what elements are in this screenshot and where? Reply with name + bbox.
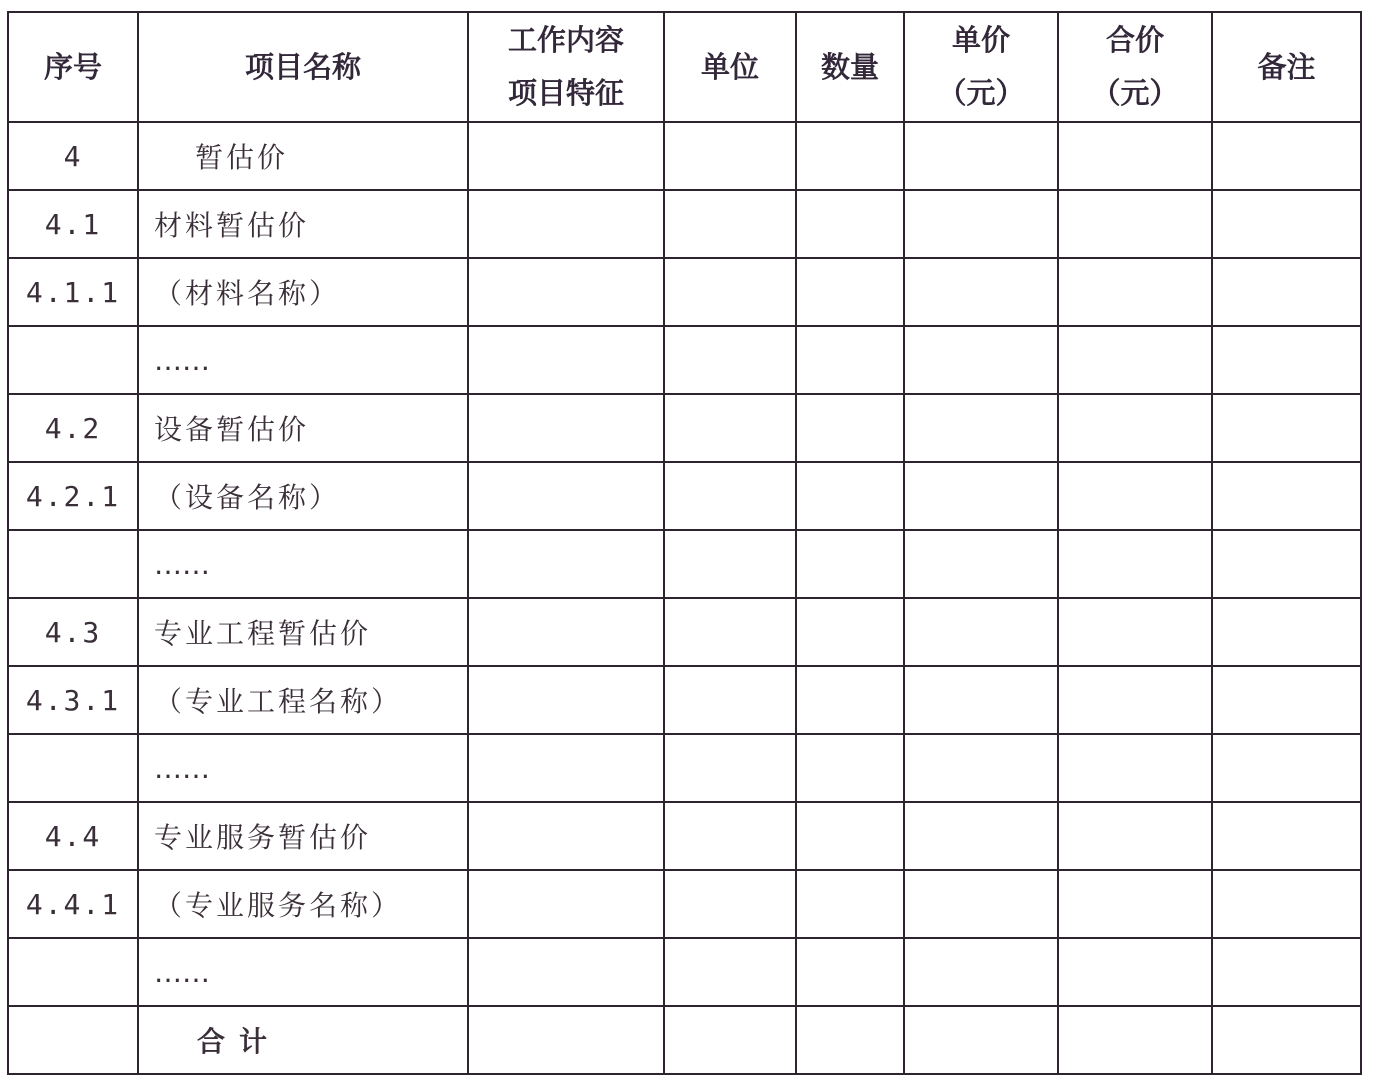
work-content-cell [468, 870, 664, 938]
header-work-content [468, 12, 664, 122]
item-name-cell: 专业服务暂估价 [138, 802, 468, 870]
seq-cell: 4.2.1 [8, 462, 138, 530]
unit-cell [664, 734, 796, 802]
table-row [8, 190, 1361, 258]
remarks-cell [1212, 870, 1361, 938]
total-price-cell [1058, 190, 1212, 258]
unit-price-cell [904, 802, 1058, 870]
total-price-cell [1058, 666, 1212, 734]
remarks-cell [1212, 122, 1361, 190]
total-price-cell [1058, 394, 1212, 462]
total-price-cell [1058, 122, 1212, 190]
unit-price-cell [904, 326, 1058, 394]
total-label-cell: 合计 [138, 1006, 468, 1074]
seq-cell: 4 [8, 122, 138, 190]
remarks-cell [1212, 802, 1361, 870]
total-price-cell [1058, 258, 1212, 326]
total-price-cell [1058, 1006, 1212, 1074]
table-row [8, 394, 1361, 462]
header-work-content-line1: 工作内容 [507, 23, 624, 57]
seq-cell [8, 530, 138, 598]
quantity-cell [796, 938, 904, 1006]
table-row [8, 326, 1361, 394]
remarks-cell [1212, 734, 1361, 802]
quantity-cell [796, 462, 904, 530]
header-item-name [138, 12, 468, 122]
quantity-cell [796, 870, 904, 938]
item-name-cell: （设备名称） [138, 462, 468, 530]
unit-cell [664, 530, 796, 598]
unit-cell [664, 598, 796, 666]
header-unit-price-line2: （元） [937, 76, 1025, 110]
seq-cell [8, 734, 138, 802]
unit-price-cell [904, 938, 1058, 1006]
remarks-cell [1212, 190, 1361, 258]
quantity-cell [796, 666, 904, 734]
unit-cell [664, 1006, 796, 1074]
total-price-cell [1058, 870, 1212, 938]
work-content-cell [468, 938, 664, 1006]
work-content-cell [468, 326, 664, 394]
header-total-price [1058, 12, 1212, 122]
unit-cell [664, 190, 796, 258]
unit-price-cell [904, 870, 1058, 938]
quantity-cell [796, 1006, 904, 1074]
unit-price-cell [904, 394, 1058, 462]
total-price-cell [1058, 734, 1212, 802]
unit-cell [664, 122, 796, 190]
work-content-cell [468, 666, 664, 734]
unit-price-cell [904, 666, 1058, 734]
table-row [8, 530, 1361, 598]
table-row [8, 598, 1361, 666]
header-total-price-line1: 合价 [1105, 23, 1164, 57]
seq-cell: 4.4.1 [8, 870, 138, 938]
table-row [8, 870, 1361, 938]
unit-cell [664, 802, 796, 870]
seq-cell: 4.3.1 [8, 666, 138, 734]
table-row [8, 802, 1361, 870]
unit-price-cell [904, 462, 1058, 530]
item-name-cell: 材料暂估价 [138, 190, 468, 258]
work-content-cell [468, 1006, 664, 1074]
header-quantity [796, 12, 904, 122]
remarks-cell [1212, 1006, 1361, 1074]
work-content-cell [468, 190, 664, 258]
unit-price-cell [904, 1006, 1058, 1074]
total-row [8, 1006, 1361, 1074]
estimate-table [7, 11, 1362, 1075]
table-row [8, 734, 1361, 802]
unit-price-cell [904, 190, 1058, 258]
table-row [8, 258, 1361, 326]
quantity-cell [796, 326, 904, 394]
unit-cell [664, 938, 796, 1006]
header-unit-price [904, 12, 1058, 122]
header-work-content-line2: 项目特征 [507, 76, 624, 110]
remarks-cell [1212, 598, 1361, 666]
unit-cell [664, 258, 796, 326]
table-row [8, 122, 1361, 190]
seq-cell [8, 326, 138, 394]
table-row [8, 462, 1361, 530]
work-content-cell [468, 258, 664, 326]
work-content-cell [468, 598, 664, 666]
item-name-cell: （专业服务名称） [138, 870, 468, 938]
unit-price-cell [904, 530, 1058, 598]
header-row [8, 12, 1361, 122]
work-content-cell [468, 122, 664, 190]
table-row [8, 666, 1361, 734]
quantity-cell [796, 122, 904, 190]
header-remarks-label: 备注 [1257, 49, 1316, 84]
table-row [8, 938, 1361, 1006]
quantity-cell [796, 190, 904, 258]
header-unit-label: 单位 [700, 49, 759, 84]
total-price-cell [1058, 598, 1212, 666]
unit-price-cell [904, 258, 1058, 326]
item-name-cell: （专业工程名称） [138, 666, 468, 734]
item-name-cell: 专业工程暂估价 [138, 598, 468, 666]
total-price-cell [1058, 462, 1212, 530]
seq-cell [8, 938, 138, 1006]
seq-cell: 4.1 [8, 190, 138, 258]
item-name-cell: 设备暂估价 [138, 394, 468, 462]
header-unit-price-line1: 单价 [951, 23, 1010, 57]
quantity-cell [796, 530, 904, 598]
unit-cell [664, 870, 796, 938]
item-name-cell: …… [138, 938, 468, 1006]
unit-price-cell [904, 122, 1058, 190]
remarks-cell [1212, 938, 1361, 1006]
unit-cell [664, 394, 796, 462]
header-quantity-label: 数量 [820, 49, 879, 84]
unit-cell [664, 326, 796, 394]
item-name-cell: …… [138, 734, 468, 802]
remarks-cell [1212, 258, 1361, 326]
unit-cell [664, 666, 796, 734]
total-price-cell [1058, 326, 1212, 394]
header-seq [8, 12, 138, 122]
work-content-cell [468, 734, 664, 802]
unit-price-cell [904, 598, 1058, 666]
work-content-cell [468, 462, 664, 530]
unit-price-cell [904, 734, 1058, 802]
header-item-name-label: 项目名称 [244, 49, 361, 84]
remarks-cell [1212, 666, 1361, 734]
remarks-cell [1212, 326, 1361, 394]
quantity-cell [796, 802, 904, 870]
seq-cell: 4.1.1 [8, 258, 138, 326]
header-remarks [1212, 12, 1361, 122]
work-content-cell [468, 394, 664, 462]
header-unit [664, 12, 796, 122]
work-content-cell [468, 530, 664, 598]
quantity-cell [796, 394, 904, 462]
quantity-cell [796, 258, 904, 326]
seq-cell: 4.3 [8, 598, 138, 666]
seq-cell [8, 1006, 138, 1074]
quantity-cell [796, 598, 904, 666]
remarks-cell [1212, 530, 1361, 598]
item-name-cell: …… [138, 530, 468, 598]
work-content-cell [468, 802, 664, 870]
unit-cell [664, 462, 796, 530]
remarks-cell [1212, 394, 1361, 462]
header-total-price-line2: （元） [1091, 76, 1179, 110]
header-seq-label: 序号 [43, 49, 102, 84]
seq-cell: 4.4 [8, 802, 138, 870]
total-price-cell [1058, 530, 1212, 598]
item-name-cell: 暂估价 [138, 122, 468, 190]
quantity-cell [796, 734, 904, 802]
item-name-cell: （材料名称） [138, 258, 468, 326]
item-name-cell: …… [138, 326, 468, 394]
total-price-cell [1058, 938, 1212, 1006]
remarks-cell [1212, 462, 1361, 530]
total-price-cell [1058, 802, 1212, 870]
seq-cell: 4.2 [8, 394, 138, 462]
